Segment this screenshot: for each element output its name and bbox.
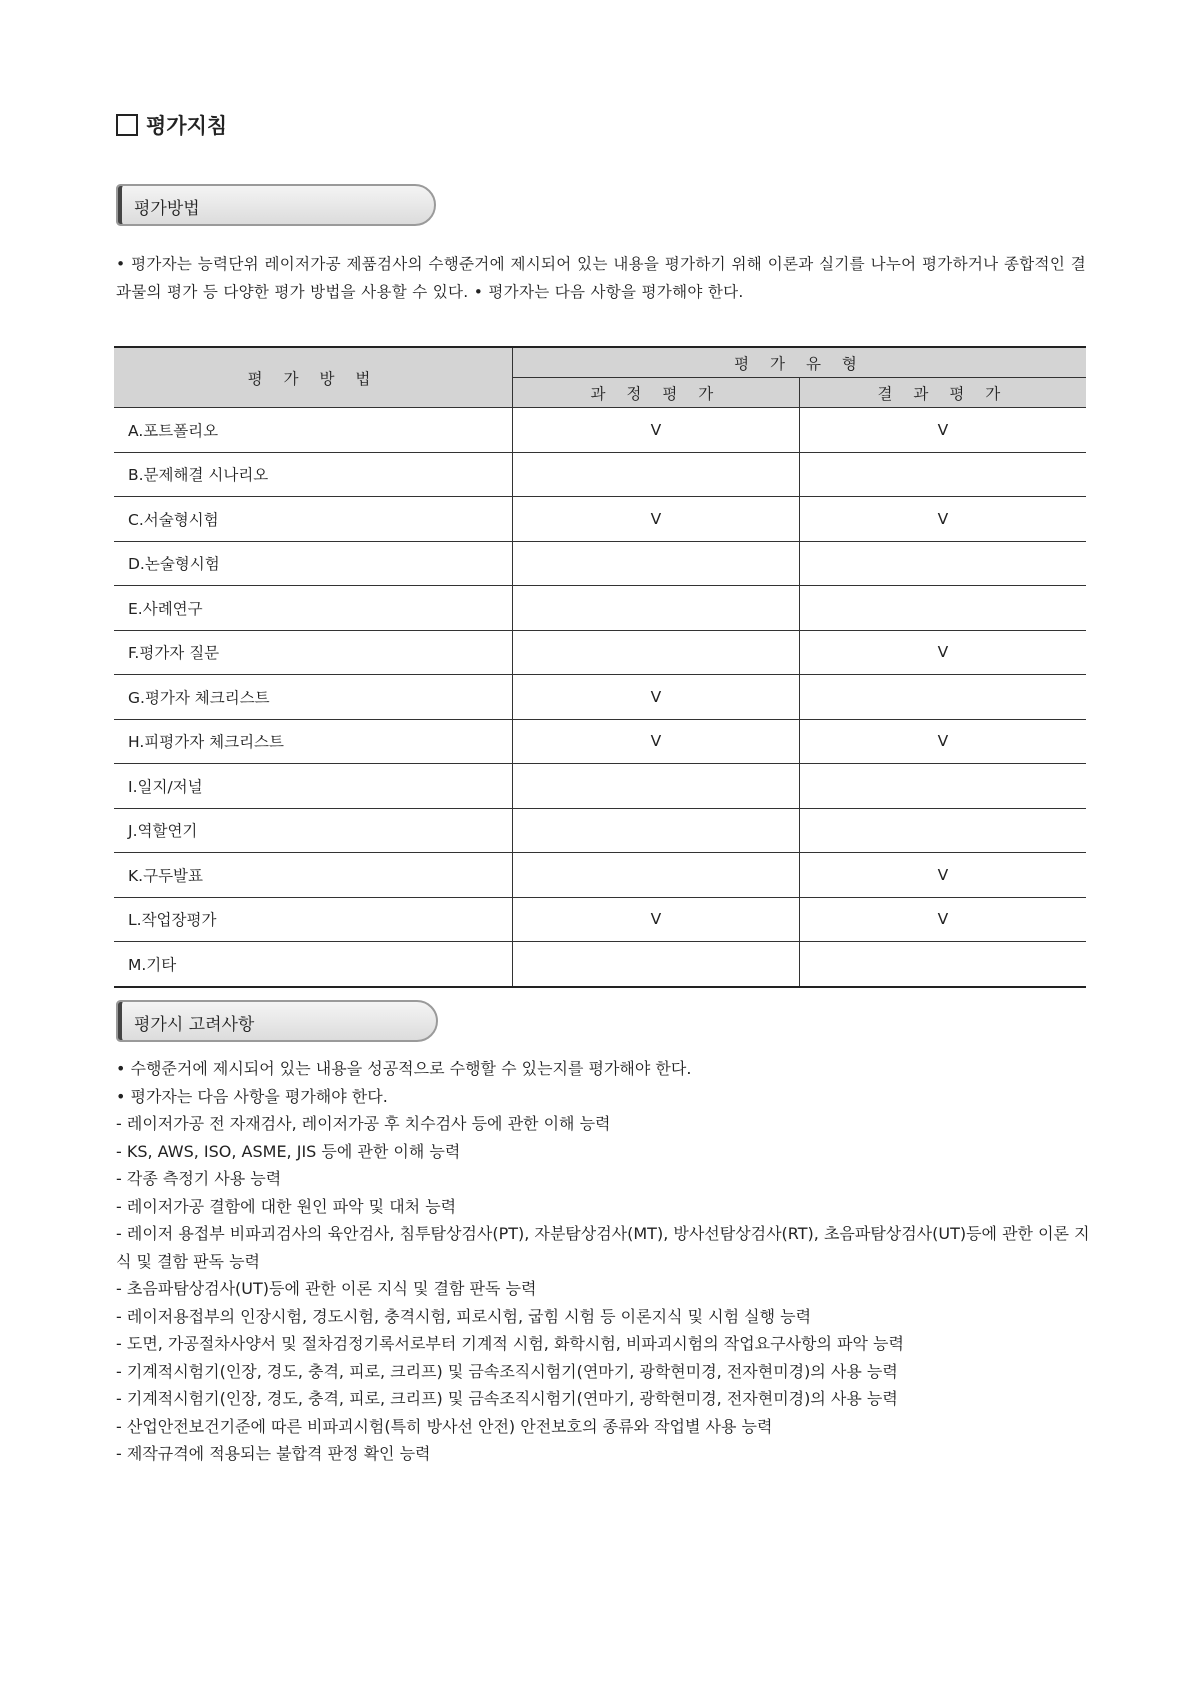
result-cell: V [799,630,1086,675]
page-title-text: 평가지침 [146,114,228,138]
list-item: - 레이저용접부의 인장시험, 경도시험, 충격시험, 피로시험, 굽힘 시험 등 이론지식 및 시험 실행 능력 [116,1306,812,1326]
result-cell [799,586,1086,631]
table-row [114,497,1086,542]
process-cell [513,541,800,586]
section-heading-text: 평가방법 [134,199,200,219]
header-method: 평 가 방 법 [114,347,513,408]
list-item: • 평가자는 다음 사항을 평가해야 한다. [116,1086,388,1106]
table-row [114,408,1086,453]
table-row [114,942,1086,987]
process-cell [513,630,800,675]
checkbox-square-icon [116,114,138,136]
header-process: 과 정 평 가 [513,378,800,408]
table-row [114,675,1086,720]
method-cell: B.문제해결 시나리오 [114,452,513,497]
process-cell: V [513,675,800,720]
method-cell: L.작업장평가 [114,897,513,942]
list-item: - 레이저가공 결함에 대한 원인 파악 및 대처 능력 [116,1196,457,1216]
process-cell: V [513,497,800,542]
header-result: 결 과 평 가 [799,378,1086,408]
list-item: - 제작규격에 적용되는 불합격 판정 확인 능력 [116,1444,431,1463]
process-cell: V [513,897,800,942]
list-item: • 수행준거에 제시되어 있는 내용을 성공적으로 수행할 수 있는지를 평가해야 한다. [116,1059,692,1078]
list-item: - 레이저 용접부 비파괴검사의 육안검사, 침투탐상검사(PT), 자분탐상검사(MT), 방사선탐상검사(RT), 초음파탐상검사(UT)등에 관한 이론 지식 및 결함 판독 능력 [116,1224,1090,1271]
result-cell [799,808,1086,853]
process-cell [513,452,800,497]
considerations-list [116,1055,1096,1468]
evaluation-method-table [114,346,1086,988]
method-cell: F.평가자 질문 [114,630,513,675]
process-cell [513,586,800,631]
method-cell: E.사례연구 [114,586,513,631]
list-item: - 레이저가공 전 자재검사, 레이저가공 후 치수검사 등에 관한 이해 능력 [116,1114,611,1133]
list-item: - 산업안전보건기준에 따른 비파괴시험(특히 방사선 안전) 안전보호의 종류와 작업별 사용 능력 [116,1416,773,1436]
process-cell [513,764,800,809]
table-row [114,808,1086,853]
list-item: - 각종 측정기 사용 능력 [116,1169,282,1188]
section-heading-evaluation-method [116,184,436,226]
result-cell [799,452,1086,497]
result-cell: V [799,408,1086,453]
method-cell: M.기타 [114,942,513,987]
table-row [114,586,1086,631]
method-cell: K.구두발표 [114,853,513,898]
process-cell: V [513,408,800,453]
table-row [114,452,1086,497]
result-cell [799,942,1086,987]
result-cell [799,541,1086,586]
result-cell: V [799,497,1086,542]
table-row [114,541,1086,586]
method-cell: J.역할연기 [114,808,513,853]
result-cell [799,675,1086,720]
table-row [114,853,1086,898]
intro-paragraph: • 평가자는 능력단위 레이저가공 제품검사의 수행준거에 제시되어 있는 내용을 평가하기 위해 이론과 실기를 나누어 평가하거나 종합적인 결과물의 평가 등 다양한 평가 방법을 사용할 수 있다. • 평가자는 다음 사항을 평가해야 한다. [116,255,1086,301]
list-item: - 기계적시험기(인장, 경도, 충격, 피로, 크리프) 및 금속조직시험기(연마기, 광학현미경, 전자현미경)의 사용 능력 [116,1389,898,1408]
method-cell: I.일지/저널 [114,764,513,809]
table-row [114,630,1086,675]
method-cell: D.논술형시험 [114,541,513,586]
list-item: - KS, AWS, ISO, ASME, JIS 등에 관한 이해 능력 [116,1141,461,1161]
page-title [116,110,227,140]
result-cell: V [799,719,1086,764]
method-cell: G.평가자 체크리스트 [114,675,513,720]
process-cell: V [513,719,800,764]
table-row [114,719,1086,764]
result-cell: V [799,897,1086,942]
result-cell [799,764,1086,809]
result-cell: V [799,853,1086,898]
method-cell: H.피평가자 체크리스트 [114,719,513,764]
process-cell [513,808,800,853]
process-cell [513,942,800,987]
process-cell [513,853,800,898]
table-row [114,764,1086,809]
list-item: - 기계적시험기(인장, 경도, 충격, 피로, 크리프) 및 금속조직시험기(연마기, 광학현미경, 전자현미경)의 사용 능력 [116,1361,898,1381]
header-type: 평 가 유 형 [513,347,1086,378]
section-heading-text: 평가시 고려사항 [134,1015,255,1035]
section-heading-evaluation-considerations [116,1000,438,1042]
table-row [114,897,1086,942]
list-item: - 초음파탐상검사(UT)등에 관한 이론 지식 및 결함 판독 능력 [116,1279,537,1298]
method-cell: A.포트폴리오 [114,408,513,453]
method-cell: C.서술형시험 [114,497,513,542]
list-item: - 도면, 가공절차사양서 및 절차검정기록서로부터 기계적 시험, 화학시험, 비파괴시험의 작업요구사항의 파악 능력 [116,1334,904,1353]
